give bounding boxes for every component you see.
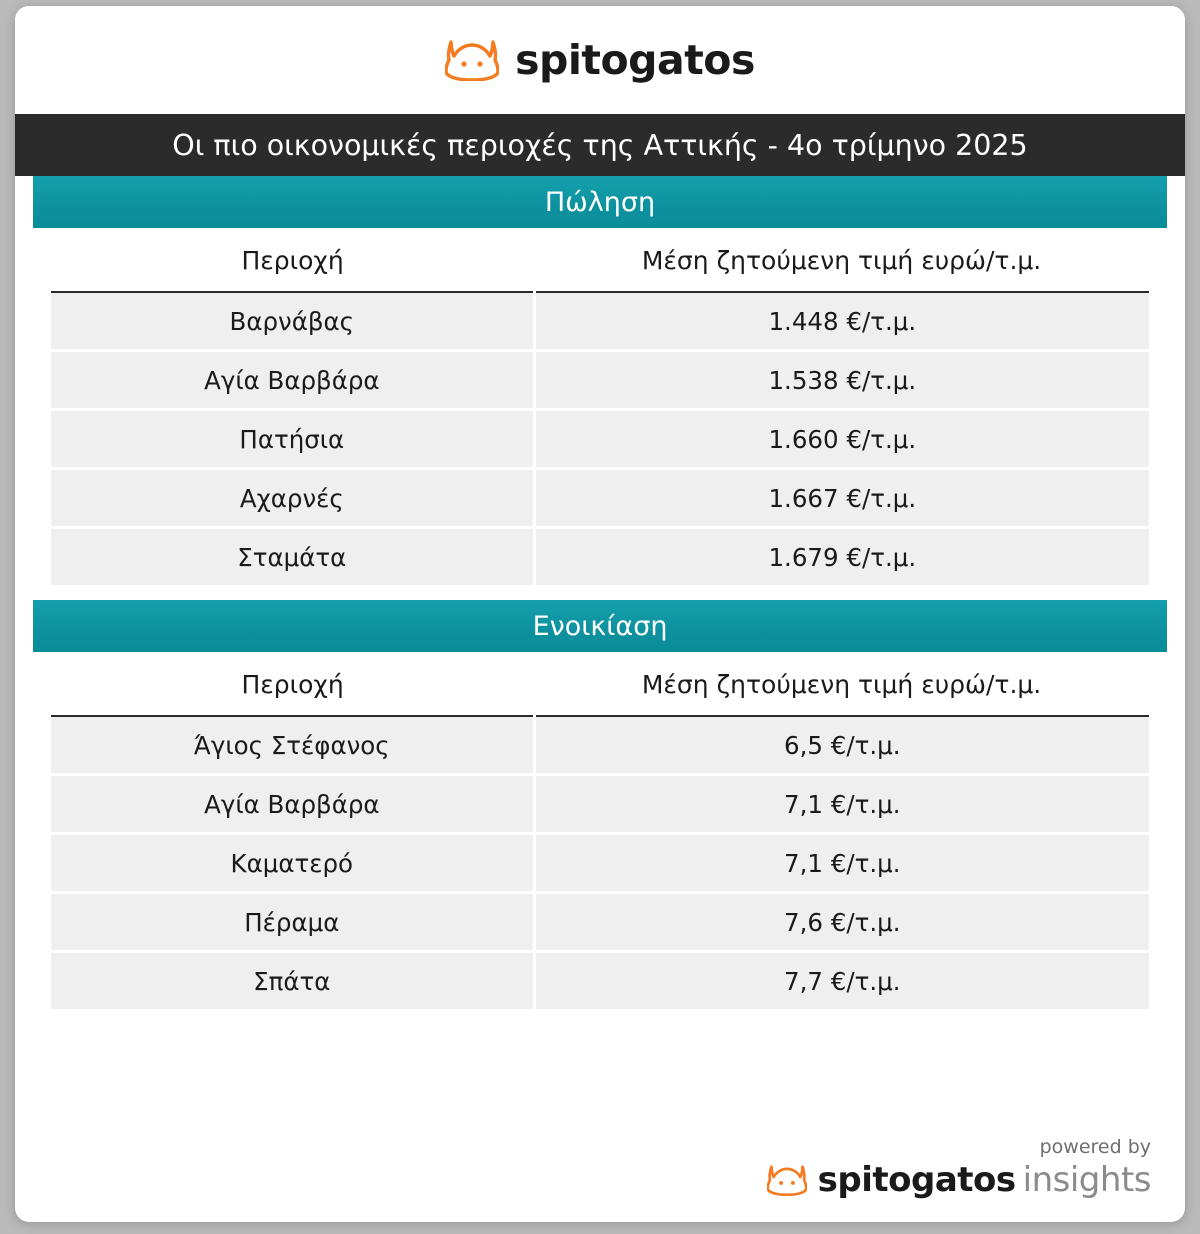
table-spacer: [15, 588, 1185, 600]
footer-logo: [767, 1160, 1151, 1200]
table-header-row: [51, 652, 1149, 716]
cell-price: 1.448 €/τ.μ.: [534, 292, 1149, 351]
cell-price: 6,5 €/τ.μ.: [534, 716, 1149, 775]
cell-area: Άγιος Στέφανος: [51, 716, 534, 775]
cell-price: 7,6 €/τ.μ.: [534, 893, 1149, 952]
table-row: [51, 775, 1149, 834]
cat-head-icon: [445, 39, 499, 81]
table-row: [51, 292, 1149, 351]
table-row: [51, 410, 1149, 469]
section-band-rent: [33, 600, 1167, 652]
sale-table: [51, 228, 1149, 588]
table-header-row: [51, 228, 1149, 292]
cell-area: Αγία Βαρβάρα: [51, 351, 534, 410]
page-title-text: Οι πιο οικονομικές περιοχές της Αττικής - 4ο τρίμηνο 2025: [172, 128, 1028, 162]
cat-head-icon: [767, 1164, 807, 1196]
cell-area: Αχαρνές: [51, 469, 534, 528]
cell-area: Σπάτα: [51, 952, 534, 1011]
footer-brand-name: spitogatos: [817, 1160, 1016, 1200]
table-row: [51, 893, 1149, 952]
section-band-sale-label: Πώληση: [544, 186, 656, 218]
column-header-price: Μέση ζητούμενη τιμή ευρώ/τ.μ.: [534, 228, 1149, 292]
cell-area: Πατήσια: [51, 410, 534, 469]
cell-price: 7,7 €/τ.μ.: [534, 952, 1149, 1011]
table-row: [51, 351, 1149, 410]
table-row: [51, 716, 1149, 775]
cell-area: Καματερό: [51, 834, 534, 893]
cell-price: 1.660 €/τ.μ.: [534, 410, 1149, 469]
cell-price: 7,1 €/τ.μ.: [534, 775, 1149, 834]
table-row: [51, 952, 1149, 1011]
cell-price: 1.667 €/τ.μ.: [534, 469, 1149, 528]
cell-area: Σταμάτα: [51, 528, 534, 587]
powered-by-label: powered by: [1039, 1136, 1151, 1158]
infographic-card: [15, 6, 1185, 1222]
cell-price: 1.679 €/τ.μ.: [534, 528, 1149, 587]
footer-spacer: [15, 1012, 1185, 1136]
brand-header: [15, 6, 1185, 114]
table-row: [51, 469, 1149, 528]
cell-price: 1.538 €/τ.μ.: [534, 351, 1149, 410]
cell-area: Αγία Βαρβάρα: [51, 775, 534, 834]
table-row: [51, 834, 1149, 893]
column-header-area: Περιοχή: [51, 228, 534, 292]
column-header-area: Περιοχή: [51, 652, 534, 716]
brand-name: spitogatos: [515, 36, 755, 84]
cell-area: Βαρνάβας: [51, 292, 534, 351]
section-band-sale: [33, 176, 1167, 228]
footer-product-name: insights: [1022, 1160, 1151, 1200]
section-band-rent-label: Ενοικίαση: [532, 610, 668, 642]
page-title: [15, 114, 1185, 176]
column-header-price: Μέση ζητούμενη τιμή ευρώ/τ.μ.: [534, 652, 1149, 716]
cell-price: 7,1 €/τ.μ.: [534, 834, 1149, 893]
cell-area: Πέραμα: [51, 893, 534, 952]
rent-table: [51, 652, 1149, 1012]
table-row: [51, 528, 1149, 587]
footer: [15, 1136, 1185, 1222]
